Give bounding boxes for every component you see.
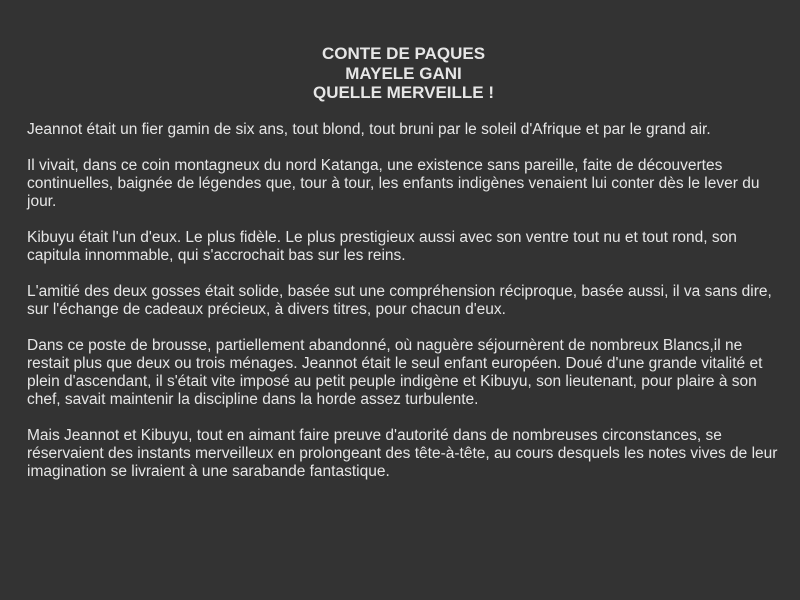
title-line-3: QUELLE MERVEILLE ! xyxy=(312,83,495,102)
paragraph-5: Dans ce poste de brousse, partiellement abandonné, où naguère séjournèrent de nombreux Blancs,il ne restait plus que deux ou trois ménages. Jeannot était le seul enfant européen. Doué d'une grande vitalité et plein d'ascendant, il s'était vite imposé au petit peuple indigène et Kibuyu, son lieutenant, pour plaire à son chef, savait maintenir la discipline dans la horde assez turbulente. xyxy=(27,336,763,408)
document-title xyxy=(27,44,780,103)
paragraph-1: Jeannot était un fier gamin de six ans, tout blond, tout bruni par le soleil d'Afrique et par le grand air. xyxy=(27,120,711,138)
paragraph-4: L'amitié des deux gosses était solide, basée sut une compréhension réciproque, basée aussi, il va sans dire, sur l'échange de cadeaux précieux, à divers titres, pour chacun d'eux. xyxy=(27,282,772,318)
paragraph-6: Mais Jeannot et Kibuyu, tout en aimant faire preuve d'autorité dans de nombreuses circonstances, se réservaient des instants merveilleux en prolongeant des tête-à-tête, au cours desquels les notes vives de leur imagination se livraient à une sarabande fantastique. xyxy=(27,426,778,480)
paragraph-2: Il vivait, dans ce coin montagneux du nord Katanga, une existence sans pareille, faite de découvertes continuelles, baignée de légendes que, tour à tour, les enfants indigènes venaient lui conter dès le lever du jour. xyxy=(27,156,760,210)
title-line-1: CONTE DE PAQUES xyxy=(321,44,486,63)
paragraph-3: Kibuyu était l'un d'eux. Le plus fidèle. Le plus prestigieux aussi avec son ventre tout nu et tout rond, son capitula innommable, qui s'accrochait bas sur les reins. xyxy=(27,228,737,264)
title-line-2: MAYELE GANI xyxy=(345,63,462,83)
